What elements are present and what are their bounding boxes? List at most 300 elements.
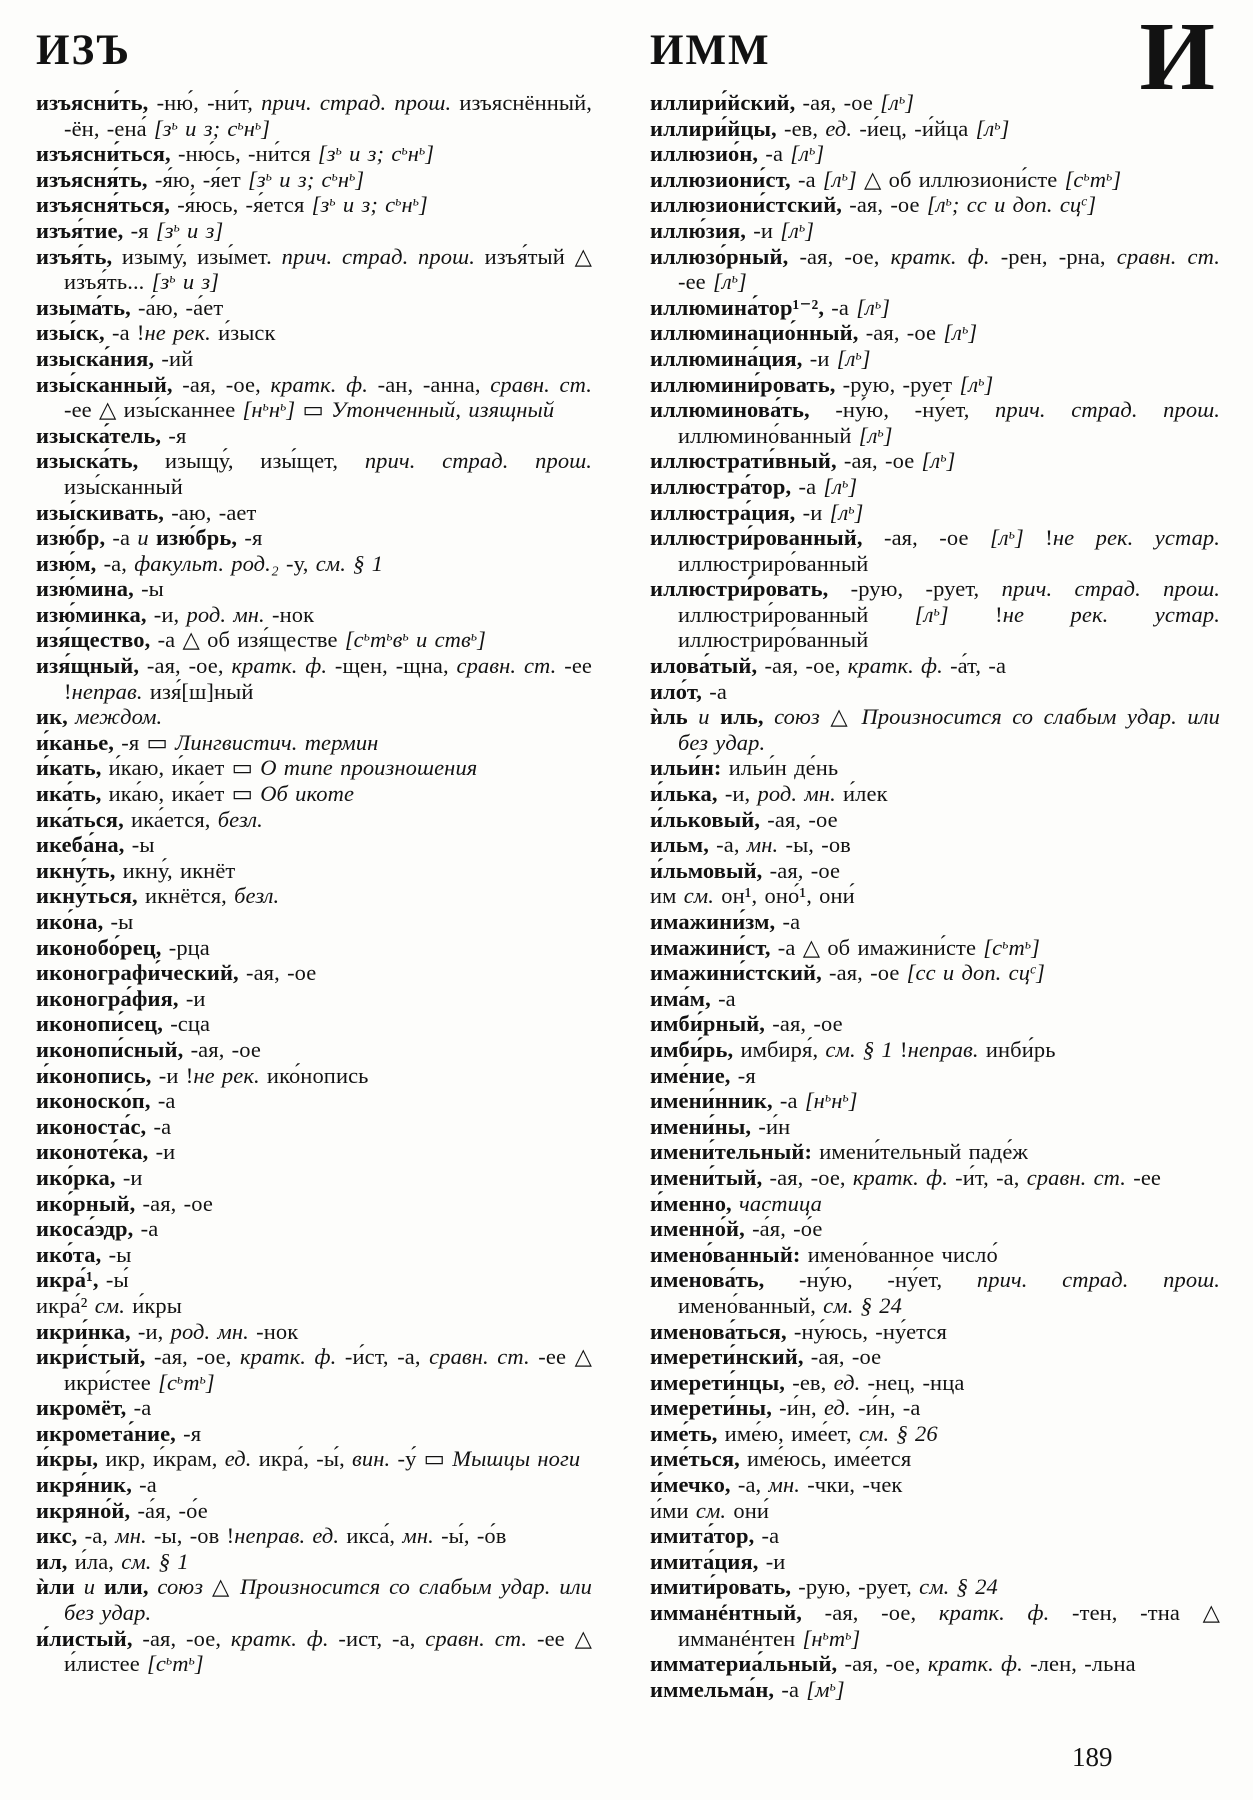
headword: ѝль [650,704,688,730]
entry-text: -ая, -ое, [172,371,271,397]
dictionary-entry [650,704,1220,755]
headword: ильм, [650,832,709,858]
entry-text: -и́н [751,1113,791,1139]
entry-text: иллюстриро́ванный [678,627,869,653]
entry-text: и́зыск [210,320,276,346]
italic-label: кратк. ф. [927,1651,1023,1677]
entry-text: -ы [133,576,164,602]
headword: иконоста́с, [36,1113,147,1139]
headword: изю́брь, [155,525,238,551]
headword: имита́ция, [650,1548,759,1574]
headword: имби́рный, [650,1011,766,1037]
italic-label: см. § 1 [315,550,384,576]
dictionary-entry [36,986,592,1012]
dictionary-entry [36,627,592,653]
headword: иллюзиони́ст, [650,166,791,192]
headword: иль, [720,704,764,730]
headword: изъясня́ть, [36,166,148,192]
headword: ик, [36,704,68,730]
headword: ико́на, [36,909,104,934]
headword: изы́скивать, [36,499,164,525]
entry-text: изыму́, изы́мет. [112,243,282,269]
italic-label: союз [774,704,820,730]
headword: иллюзиони́стский, [650,192,843,218]
dictionary-entry [36,295,592,321]
entry-text: -а [791,473,824,499]
dictionary-entry [36,500,592,526]
headword: ика́ть, [36,781,102,807]
italic-label: род. мн. [757,781,836,807]
headword: изыска́тель, [36,422,162,448]
entry-text: -чки, -чек [799,1472,903,1498]
italic-label: междом. [75,704,163,730]
headword: и́конопись, [36,1062,152,1088]
entry-text: -ая, -ое [762,857,841,883]
italic-label: см. § 26 [858,1420,938,1446]
entry-text [95,1574,104,1599]
entry-text: -а [754,1523,780,1549]
dictionary-entry [36,218,592,244]
dictionary-entry [650,781,1220,807]
entry-text: имено́ванное число́ [800,1241,998,1267]
dictionary-entry [650,1165,1220,1191]
entry-text: -я [123,217,156,243]
headword: иллюмина́ция, [650,345,803,371]
dictionary-entry [36,372,592,423]
dictionary-entry [650,1216,1220,1242]
headword: имени́ны, [650,1113,752,1139]
entry-text: -ы́ [98,1267,129,1293]
entry-text [68,704,75,729]
entry-text: имено́ванный, [678,1292,824,1318]
italic-label: род. мн. [170,1318,249,1344]
italic-label: [$з^ь$ и з; $с^ьн^ь$] [248,166,365,192]
italic-label: прич. страд. прош. [995,397,1221,423]
guide-word-right: ИММ [650,27,771,74]
headword: имби́рь, [650,1036,734,1062]
entry-text: -а, [730,1472,769,1498]
entry-text: -щен, -щна, [327,653,457,679]
dictionary-entry [650,141,1220,167]
entry-text: -ы, -ов ! [146,1523,235,1549]
italic-label: прич. страд. прош. [976,1267,1221,1293]
dictionary-entry [36,781,592,807]
entry-text: иллюстри́рованный [678,601,915,627]
entry-text: -ее [678,269,713,295]
entry-text: -ы [101,1241,132,1267]
dictionary-entry [650,960,1220,986]
entry-text: име́ю, име́ет, [717,1420,859,1446]
entry-text: -нок [248,1318,299,1344]
entry-text: им [650,883,684,909]
entry-text: -я [161,422,187,448]
dictionary-entry [650,1549,1220,1575]
italic-label: $[л^ь]$ [914,601,949,627]
entry-text: инби́рь [978,1036,1056,1062]
italic-label: кратк. ф. [847,653,943,679]
dictionary-entry [650,167,1220,193]
headword: иконографи́ческий, [36,960,239,986]
headword: именова́ть, [650,1267,765,1293]
headword: иллю́зия, [650,217,747,243]
italic-label: $[л^ь]$ [989,525,1024,551]
italic-label: сравн. ст. [1026,1164,1127,1190]
headword: иллюстри́ровать, [650,576,829,602]
entry-text: -нец, -нца [860,1369,965,1395]
dictionary-entry [650,500,1220,526]
entry-text: -ы [103,909,134,934]
headword: имманéнтный, [650,1600,802,1626]
entry-text: △ об иллюзиони́сте [856,166,1065,192]
headword: име́ние, [650,1062,731,1088]
entry-text: -и́н, [771,1395,825,1421]
entry-text: -ая, -ое, [837,1651,928,1677]
guide-word-left: ИЗЪ [36,27,132,74]
entry-text: -ее △ икри́стее [64,1344,592,1395]
headword: имита́тор, [650,1523,755,1549]
italic-label: не рек. [193,1062,260,1088]
dictionary-entry [650,346,1220,372]
dictionary-entry [36,755,592,781]
dictionary-entry [650,883,1220,909]
entry-text: -ее [1126,1164,1162,1190]
dictionary-entry [650,295,1220,321]
dictionary-entry [650,397,1220,448]
italic-label: Произносится со слабым удар. или без удар. [678,704,1220,755]
headword: изъя́ть, [36,243,113,269]
entry-text: и́каю, и́кает ▭ [101,755,261,781]
entry-text: -и́н, -а [850,1395,921,1421]
headword: икри́нка, [36,1318,131,1344]
entry-text: -у́ ▭ [390,1446,453,1472]
dictionary-entry [36,960,592,986]
italic-label: $[н^ьн^ь]$ [804,1088,858,1114]
italic-label: $[с^ьт^ь]$ [158,1369,215,1395]
headword: или, [103,1574,149,1600]
dictionary-entry [650,1088,1220,1114]
entry-text: -а [126,1395,152,1421]
italic-label: [$с^ьт^ьв^ь$ и ств$^ь$] [344,627,486,653]
dictionary-entry [36,1088,592,1114]
entry-text: он¹, оно́¹, они́ [714,883,855,909]
italic-label: мн. [402,1523,434,1549]
dictionary-entry [36,1011,592,1037]
dictionary-entry [36,551,592,577]
italic-label: $[л^ь]$ [836,345,871,371]
italic-label: кратк. ф. [230,1625,329,1651]
italic-label: мн. [768,1472,800,1498]
headword: изю́бр, [36,525,106,551]
italic-label: и [83,1574,96,1600]
dictionary-entry [650,858,1220,884]
dictionary-entry [650,653,1220,679]
entry-text: -я́ю, -я́ет [147,166,249,192]
italic-label: не рек. устар. [1052,525,1220,551]
entry-text: -ню́, -ни́т, [148,90,262,115]
headword: иллюминацио́нный, [650,320,859,346]
entry-text: и́ла, [67,1548,122,1574]
entry-text: -нок [264,601,315,627]
italic-label: $[л^ь]$ [780,217,815,243]
headword: изъя́тие, [36,217,124,243]
entry-text: ! [1023,525,1053,551]
italic-label: Об икоте [260,781,355,807]
headword: ѝли [36,1574,75,1600]
dictionary-entry [650,909,1220,935]
entry-text: изыщу́, изы́щет, [138,448,365,474]
dictionary-column-left [36,90,592,1677]
italic-label: и [137,525,149,551]
italic-label: см. [94,1292,125,1318]
dictionary-entry [36,1549,592,1575]
entry-text: икра́² [36,1292,95,1318]
entry-text: -ее △ и́листее [64,1625,592,1677]
dictionary-entry [650,1574,1220,1600]
italic-label: сравн. ст. [429,1344,530,1370]
dictionary-entry [650,1114,1220,1140]
italic-label: сравн. ст. [425,1625,528,1651]
headword: изю́минка, [36,601,147,627]
entry-text: -ну́ю, -ну́ет, [764,1267,977,1293]
entry-text: -ая, -ое, [762,1164,853,1190]
headword: имени́тый, [650,1164,763,1190]
headword: икромёт, [36,1395,127,1421]
headword: и́льковый, [650,806,761,832]
entry-text: имени́тельный паде́ж [812,1139,1029,1165]
dictionary-entry [650,1677,1220,1703]
entry-text: -рую, -рует [835,371,960,397]
entry-text: -а △ об изя́ществе [150,627,345,653]
dictionary-entry [650,1446,1220,1472]
dictionary-entry [36,1139,592,1165]
entry-text: -аю, -ает [163,499,257,525]
dictionary-entry [36,730,592,756]
headword: икну́ть, [36,857,116,883]
headword: иллюстра́ция, [650,499,796,525]
dictionary-entry [650,218,1220,244]
entry-text: -и́ст, -а, [336,1344,430,1370]
italic-label: $[л^ь]$ [943,320,978,346]
dictionary-entry [650,832,1220,858]
dictionary-entry [650,244,1220,295]
entry-text: -а [710,985,736,1011]
headword: иконопи́сец, [36,1011,163,1037]
headword: иллюмини́ровать, [650,371,836,397]
italic-label: прич. страд. прош. [281,243,475,269]
dictionary-entry [650,192,1220,218]
entry-text: -ая, -ое, [788,243,891,269]
entry-text: -и́т, -а, [947,1164,1027,1190]
dictionary-entry [650,1421,1220,1447]
italic-label: кратк. ф. [890,243,990,269]
italic-label: сравн. ст. [490,371,592,397]
dictionary-entry [36,1446,592,1472]
headword: име́ться, [650,1446,740,1472]
entry-text: -ев, [785,1369,834,1395]
headword: иммельма́н, [650,1676,775,1702]
italic-label: см. [683,883,714,909]
entry-text: -а, [77,1523,116,1549]
headword: икра́¹, [36,1267,99,1293]
headword: икну́ться, [36,883,138,909]
entry-text: -и [115,1164,143,1190]
headword: ико́рка, [36,1164,116,1190]
section-letter: И [1139,3,1215,110]
entry-text: -и [758,1548,786,1574]
entry-text: -и ! [151,1062,194,1088]
italic-label: неправ. ед. [234,1523,340,1549]
dictionary-entry [36,320,592,346]
dictionary-entry [36,244,592,295]
entry-text: -а [150,1088,176,1114]
headword: изъясни́ть, [36,90,149,115]
headword: имено́ванный: [650,1241,801,1267]
headword: имматериа́льный, [650,1651,838,1677]
entry-text: -ы, -ов [778,832,851,858]
entry-text: икса́, [339,1523,403,1549]
entry-text: -тен, -тна △ имманéнтен [678,1600,1220,1651]
entry-text: иллюстриро́ванный [678,550,869,576]
headword: изя́щество, [36,627,151,653]
entry-text: -ее ! [64,653,592,704]
headword: изыма́ть, [36,294,131,320]
entry-text: -я [730,1062,756,1088]
dictionary-entry [650,525,1220,576]
dictionary-entry [36,883,592,909]
italic-label: $[с^ьт^ь]$ [1064,166,1122,192]
entry-text: -ан, -анна, [367,371,491,397]
entry-text: ико́нопись [259,1062,369,1088]
dictionary-entry [650,1063,1220,1089]
italic-label: ед. [824,1395,851,1421]
entry-text: -ая, -ое [862,525,990,551]
italic-label: Произносится со слабым удар. или без удар. [64,1574,592,1626]
entry-text: -ая, -ое [238,960,317,986]
entry-text: △ [819,704,862,730]
headword: изъясня́ться, [36,192,170,218]
headword: иконобо́рец, [36,934,162,960]
italic-label: прич. страд. прош. [261,90,452,115]
dictionary-entry [36,1267,592,1293]
entry-text: -ий [154,345,194,371]
italic-label: $[н^ьт^ь]$ [802,1625,861,1651]
dictionary-entry [36,1574,592,1625]
dictionary-entry [650,1395,1220,1421]
entry-text [710,704,720,729]
entry-text: -ну́юсь, -ну́ется [786,1318,947,1344]
headword: имажини́ст, [650,934,771,960]
headword: иконоско́п, [36,1088,151,1114]
dictionary-entry [36,935,592,961]
italic-label: союз [157,1574,204,1600]
entry-text: -а [790,166,823,192]
entry-text: -а [702,678,727,704]
page-number: 189 [1072,1742,1113,1772]
entry-text: -а △ об имажини́сте [770,934,984,960]
entry-text: -ая, -ое [842,192,927,218]
entry-text: -ая, -ое [836,448,922,474]
dictionary-entry [36,858,592,884]
headword: икс, [36,1523,78,1549]
headword: изыска́ть, [36,448,139,474]
italic-label: Утонченный, изящный [331,397,555,423]
headword: ико́рный, [36,1190,136,1216]
entry-text: -ая, -ое [760,806,838,832]
entry-text: -и́ец, -и́йца [852,115,976,141]
dictionary-entry [36,1216,592,1242]
italic-label: частица [739,1190,822,1216]
italic-label: $[л^ь]$ [959,371,994,397]
italic-label: $[л^ь]$ [975,115,1010,141]
dictionary-entry [650,1472,1220,1498]
headword: имерети́нский, [650,1344,804,1370]
entry-text: -у, [278,550,316,576]
dictionary-entry [650,1139,1220,1165]
entry-text: -и [148,1139,176,1165]
entry-text: -рую, -рует, [828,576,1002,602]
entry-text: -и [802,345,837,371]
italic-label: см. § 24 [919,1574,998,1600]
italic-label: $[л^ь]$ [790,141,825,167]
entry-text: -ая, -ое [795,90,881,115]
dictionary-entry [650,1651,1220,1677]
dictionary-entry [36,346,592,372]
entry-text: име́юсь, име́ется [739,1446,912,1472]
italic-label: [$з^ь$ и з; $с^ьн^ь$] [311,192,428,218]
entry-text: -ню́сь, -ни́тся [170,141,318,167]
entry-text: -ая, -ое, [139,653,232,679]
entry-text: -и [746,217,781,243]
italic-label: сравн. ст. [456,653,557,679]
dictionary-entry [36,192,592,218]
dictionary-entry [650,1037,1220,1063]
dictionary-entry [650,1498,1220,1524]
headword: изя́щный, [36,653,140,679]
entry-text: -ая, -ое [803,1344,882,1370]
headword: и́мечко, [650,1472,731,1498]
entry-text: -лен, -льна [1022,1651,1136,1677]
dictionary-entry [36,1319,592,1345]
entry-text: икну́, икнёт [115,857,236,883]
headword: има́м, [650,985,711,1011]
headword: икеба́на, [36,832,125,858]
entry-text: -а [758,141,791,167]
entry-text: -ая, -ое, [145,1344,240,1370]
entry-text: имбиря́, [733,1036,826,1062]
dictionary-entry [650,474,1220,500]
entry-text: они́ [726,1497,769,1523]
headword: ико́та, [36,1241,102,1267]
dictionary-entry [36,909,592,935]
entry-text: -а ! [104,320,145,346]
italic-label: см. § 1 [825,1036,893,1062]
entry-text: -ая, -ое, [132,1625,231,1651]
headword: имерети́нцы, [650,1369,786,1395]
entry-text: -ая, -ое [858,320,944,346]
dictionary-entry [650,576,1220,653]
entry-text: △ [203,1574,240,1600]
dictionary-entry [36,1523,592,1549]
entry-text [149,525,156,550]
italic-label: см. § 24 [823,1292,902,1318]
dictionary-entry [36,1626,592,1677]
italic-label: $[с^ьт^ь]$ [147,1651,204,1677]
italic-label: ед. [825,115,853,141]
dictionary-entry [650,1267,1220,1318]
dictionary-entry [650,372,1220,398]
dictionary-entry [36,653,592,704]
headword: и́лька, [650,781,718,807]
